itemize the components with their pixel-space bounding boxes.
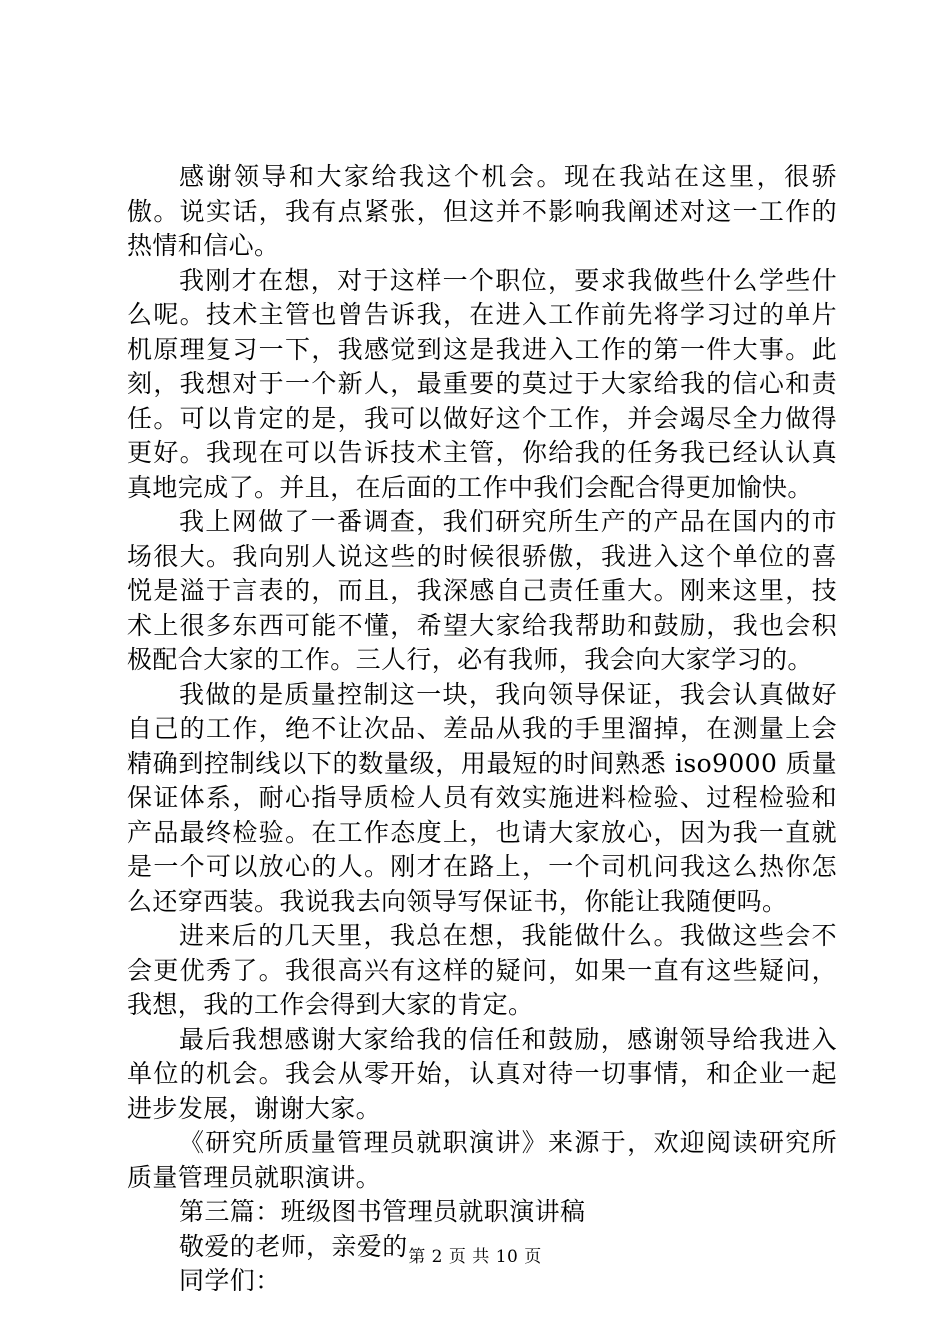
paragraph-2: 我刚才在想，对于这样一个职位，要求我做些什么学些什么呢。技术主管也曾告诉我，在进入工作前先将学习过的单片机原理复习一下，我感觉到这是我进入工作的第一件大事。此刻，我想对于一个新人，最重要的莫过于大家给我的信心和责任。可以肯定的是，我可以做好这个工作，并会竭尽全力做得更好。我现在可以告诉技术主管，你给我的任务我已经认认真真地完成了。并且，在后面的工作中我们会配合得更加愉快。 <box>127 265 837 502</box>
paragraph-1: 感谢领导和大家给我这个机会。现在我站在这里，很骄傲。说实话，我有点紧张，但这并不影响我阐述对这一工作的热情和信心。 <box>127 162 837 260</box>
paragraph-4: 我做的是质量控制这一块，我向领导保证，我会认真做好自己的工作，绝不让次品、差品从我的手里溜掉，在测量上会精确到控制线以下的数量级，用最短的时间熟悉 iso9000 质量保证体系，耐心指导质检人员有效实施进料检验、过程检验和产品最终检验。在工作态度上，也请大家放心，因为我一直就是一个可以放心的人。刚才在路上，一个司机问我这么热你怎么还穿西装。我说我去向领导写保证书，你能让我随便吗。 <box>127 679 837 916</box>
salutation-line-1: 敬爱的老师，亲爱的 <box>179 1231 408 1261</box>
salutation-line-2: 同学们： <box>179 1266 281 1295</box>
paragraph-5: 进来后的几天里，我总在想，我能做什么。我做这些会不会更优秀了。我很高兴有这样的疑问，如果一直有这些疑问，我想，我的工作会得到大家的肯定。 <box>127 921 837 1019</box>
document-body <box>127 160 837 1299</box>
paragraph-6: 最后我想感谢大家给我的信任和鼓励，感谢领导给我进入单位的机会。我会从零开始，认真对待一切事情，和企业一起进步发展，谢谢大家。 <box>127 1024 837 1123</box>
section-heading: 第三篇：班级图书管理员就职演讲稿 <box>179 1197 586 1226</box>
source-note: 《研究所质量管理员就职演讲》来源于，欢迎阅读研究所质量管理员就职演讲。 <box>127 1128 837 1192</box>
paragraph-3: 我上网做了一番调查，我们研究所生产的产品在国内的市场很大。我向别人说这些的时候很骄傲，我进入这个单位的喜悦是溢于言表的，而且，我深感自己责任重大。刚来这里，技术上很多东西可能不懂，希望大家给我帮助和鼓励，我也会积极配合大家的工作。三人行，必有我师，我会向大家学习的。 <box>127 507 837 674</box>
page-footer: 第 2 页 共 10 页 <box>408 1247 542 1267</box>
